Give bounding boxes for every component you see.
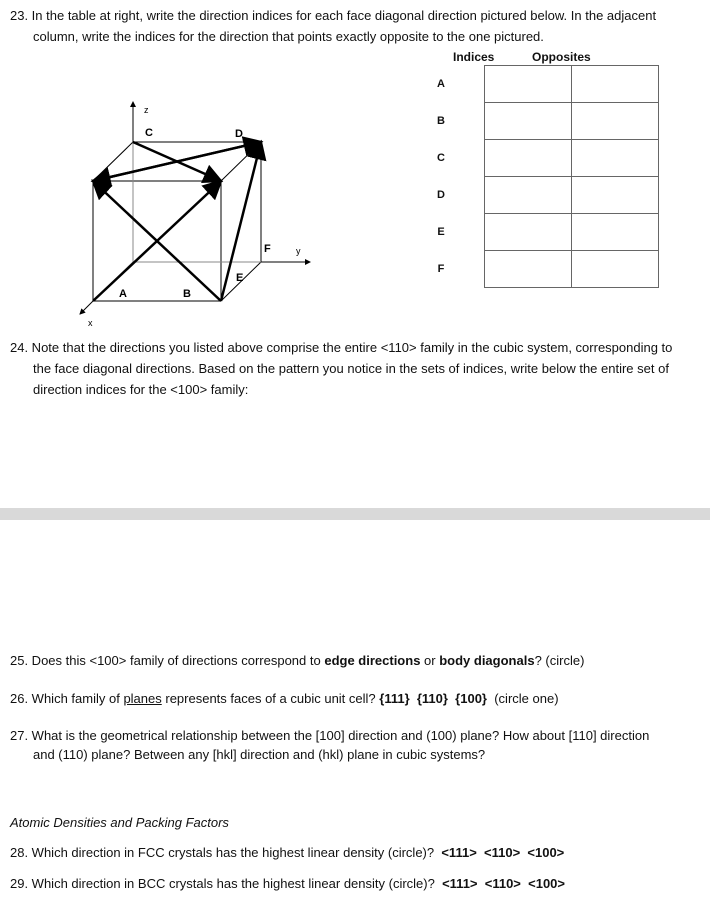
table-row xyxy=(398,140,659,177)
label-e: E xyxy=(236,272,244,284)
arrow-f xyxy=(93,142,261,181)
q24-line3: direction indices for the <100> family: xyxy=(33,382,249,397)
label-d: D xyxy=(235,128,243,140)
axis-z-label: z xyxy=(144,105,149,115)
table-row xyxy=(398,177,659,214)
q25-prefix: 25. Does this <100> family of directions correspond to xyxy=(10,653,325,668)
q26 xyxy=(10,689,559,709)
opposites-cell[interactable] xyxy=(572,66,659,103)
opposites-cell[interactable] xyxy=(572,251,659,288)
indices-cell[interactable] xyxy=(485,177,572,214)
row-label: D xyxy=(437,189,445,201)
label-f: F xyxy=(264,243,271,255)
opposites-cell[interactable] xyxy=(572,103,659,140)
q27-line1: 27. What is the geometrical relationship between the [100] direction and (100) plane? How about [110] direction xyxy=(10,728,650,743)
q25-option-edge[interactable]: edge directions xyxy=(324,653,421,668)
q26-mid: represents faces of a cubic unit cell? xyxy=(161,691,380,706)
opposites-cell[interactable] xyxy=(572,177,659,214)
row-label: C xyxy=(437,152,445,164)
q25-mid: or xyxy=(420,653,440,668)
q26-suffix: (circle one) xyxy=(487,691,559,706)
table-row xyxy=(398,214,659,251)
q25-option-body[interactable]: body diagonals xyxy=(439,653,535,668)
q25-suffix: ? (circle) xyxy=(534,653,585,668)
q28-prefix: 28. Which direction in FCC crystals has the highest linear density (circle)? xyxy=(10,845,442,860)
cube-diagram xyxy=(0,90,380,340)
q27-line2: and (110) plane? Between any [hkl] direction and (hkl) plane in cubic systems? xyxy=(33,747,486,762)
opposites-cell[interactable] xyxy=(572,214,659,251)
label-a: A xyxy=(119,288,127,300)
q24-line1: 24. Note that the directions you listed above comprise the entire <110> family in the cubic system, corresponding to xyxy=(10,340,673,355)
q25 xyxy=(10,651,584,671)
indices-cell[interactable] xyxy=(485,103,572,140)
row-label: F xyxy=(437,263,445,275)
label-c: C xyxy=(145,127,153,139)
q29 xyxy=(10,874,565,894)
label-b: B xyxy=(183,288,191,300)
axis-x-label: x xyxy=(88,318,93,328)
table-row xyxy=(398,66,659,103)
q29-options[interactable]: <111> <110> <100> xyxy=(442,876,565,891)
section-title: Atomic Densities and Packing Factors xyxy=(10,815,229,830)
q23-line1: 23. In the table at right, write the direction indices for each face diagonal direction pictured below. In the adjacent xyxy=(10,8,657,23)
q24-line2: the face diagonal directions. Based on the pattern you notice in the sets of indices, write below the entire set of xyxy=(33,361,669,376)
x-axis xyxy=(80,301,93,314)
table-row xyxy=(398,103,659,140)
q26-prefix: 26. Which family of xyxy=(10,691,124,706)
indices-cell[interactable] xyxy=(485,140,572,177)
row-label: B xyxy=(437,115,445,127)
q23-line2: column, write the indices for the direction that points exactly opposite to the one pictured. xyxy=(33,29,544,44)
indices-table xyxy=(398,65,659,288)
indices-cell[interactable] xyxy=(485,214,572,251)
header-indices: Indices xyxy=(453,50,495,64)
indices-cell[interactable] xyxy=(485,66,572,103)
opposites-cell[interactable] xyxy=(572,140,659,177)
axis-y-label: y xyxy=(296,246,301,256)
page-separator xyxy=(0,508,710,520)
q28 xyxy=(10,843,564,863)
header-opposites: Opposites xyxy=(532,50,591,64)
q28-options[interactable]: <111> <110> <100> xyxy=(441,845,565,860)
indices-cell[interactable] xyxy=(485,251,572,288)
q29-prefix: 29. Which direction in BCC crystals has the highest linear density (circle)? xyxy=(10,876,443,891)
row-label: E xyxy=(437,226,445,238)
q26-options[interactable]: {111} {110} {100} xyxy=(379,691,487,706)
row-label: A xyxy=(437,78,445,90)
q26-underlined: planes xyxy=(123,691,162,706)
table-row xyxy=(398,251,659,288)
